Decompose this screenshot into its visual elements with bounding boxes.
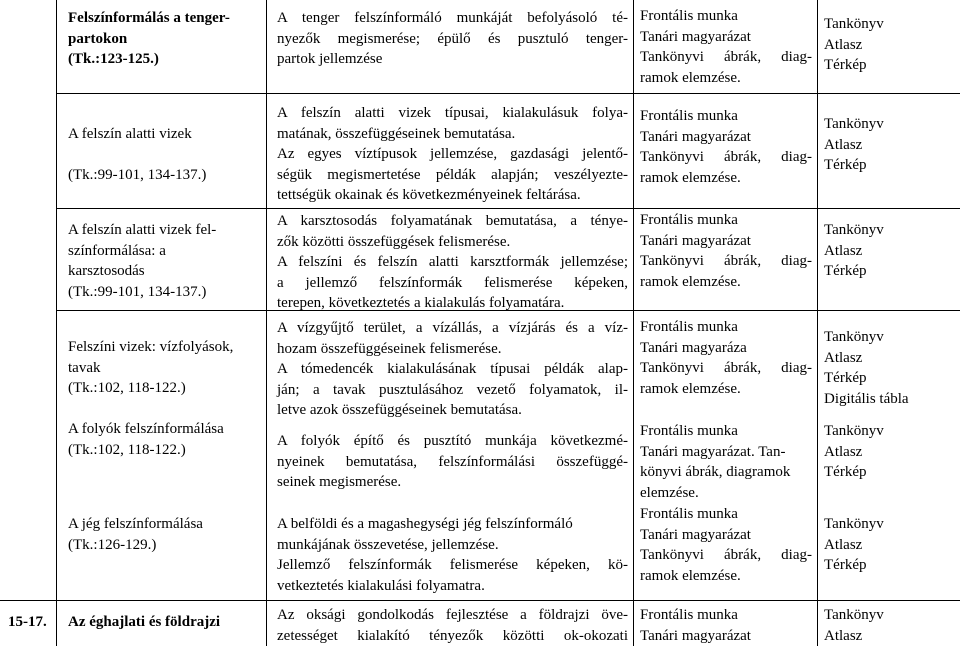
row-border <box>0 600 960 601</box>
description-cell: A folyók építő és pusztító munkája következmé- nyeinek bemutatása, felszínformálási összefüggé- seinek megismerése. <box>277 433 628 490</box>
topic-cell: Felszínformálás a tenger- partokon (Tk.:123-125.) <box>68 10 230 67</box>
tools-cell: Tankönyv Atlasz Térkép <box>824 423 884 480</box>
method-cell: Frontális munka Tanári magyarázat Tankönyvi ábrák, diag- ramok elemzése. <box>640 212 812 290</box>
topic-cell: A folyók felszínformálása (Tk.:102, 118-122.) <box>68 421 224 458</box>
topic-cell: A felszín alatti vizek (Tk.:99-101, 134-137.) <box>68 126 207 183</box>
description-cell: A vízgyűjtő terület, a vízállás, a vízjárás és a víz- hozam összefüggéseinek felismerése. A tómedencék kialakulásának típusai példák alap- ján; a tavak pusztulásához vezető folyamatok, il- letve azok összefüggéseinek bemutatása. <box>277 320 628 418</box>
tools-cell: Tankönyv Atlasz Térkép <box>824 116 884 173</box>
topic-cell: Az éghajlati és földrajzi <box>68 614 221 630</box>
tools-cell: Tankönyv Atlasz <box>824 607 884 644</box>
method-cell: Frontális munka Tanári magyarázat Tankönyvi ábrák, diag- ramok elemzése. <box>640 8 812 86</box>
tools-cell: Tankönyv Atlasz Térkép Digitális tábla <box>824 329 909 407</box>
topic-cell: A felszín alatti vizek fel- színformálása: a karsztosodás (Tk.:99-101, 134-137.) <box>68 222 217 300</box>
column-border <box>56 0 57 646</box>
topic-cell: Felszíni vizek: vízfolyások, tavak (Tk.:102, 118-122.) <box>68 339 234 396</box>
method-cell: Frontális munka Tanári magyarázat. Tan- könyvi ábrák, diagramok elemzése. <box>640 423 791 501</box>
method-cell: Frontális munka Tanári magyarázat <box>640 607 751 644</box>
description-cell: A tenger felszínformáló munkáját befolyásoló té- nyezők megismerése; épülő és pusztuló tenger- partok jellemzése <box>277 10 628 67</box>
method-cell: Frontális munka Tanári magyaráza Tankönyvi ábrák, diag- ramok elemzése. <box>640 319 812 397</box>
tools-cell: Tankönyv Atlasz Térkép <box>824 16 884 73</box>
topic-cell: A jég felszínformálása (Tk.:126-129.) <box>68 516 203 553</box>
method-cell: Frontális munka Tanári magyarázat Tankönyvi ábrák, diag- ramok elemzése. <box>640 108 812 186</box>
description-cell: Az oksági gondolkodás fejlesztése a földrajzi öve- zetességet kialakító tényezők közötti ok-okozati <box>277 607 628 644</box>
description-cell: A karsztosodás folyamatának bemutatása, a ténye- zők közötti összefüggések felismerése. A felszíni és felszín alatti karsztformák jellemzése; a jellemző felszínformák felismerése képeken, terepen, következtetés a kialakulás folyamatára. <box>277 213 628 311</box>
row-border <box>56 93 960 94</box>
tools-cell: Tankönyv Atlasz Térkép <box>824 222 884 279</box>
column-border <box>266 0 267 646</box>
method-cell: Frontális munka Tanári magyarázat Tankönyvi ábrák, diag- ramok elemzése. <box>640 506 812 584</box>
description-cell: A felszín alatti vizek típusai, kialakulásuk folya- matának, összefüggéseinek bemutatása. Az egyes víztípusok jellemzése, gazdasági jelentő- ségük megismertetése példák alapján; veszélyezte- tettségük okainak és következményeinek feltárása. <box>277 105 628 203</box>
hour-number: 15-17. <box>8 614 47 630</box>
tools-cell: Tankönyv Atlasz Térkép <box>824 516 884 573</box>
row-border <box>56 208 960 209</box>
column-border <box>817 0 818 646</box>
description-cell: A belföldi és a magashegységi jég felszínformáló munkájának összevetése, jellemzése. Jellemző felszínformák felismerése képeken, kö- vetkeztetés kialakulási folyamatra. <box>277 516 628 594</box>
column-border <box>633 0 634 646</box>
